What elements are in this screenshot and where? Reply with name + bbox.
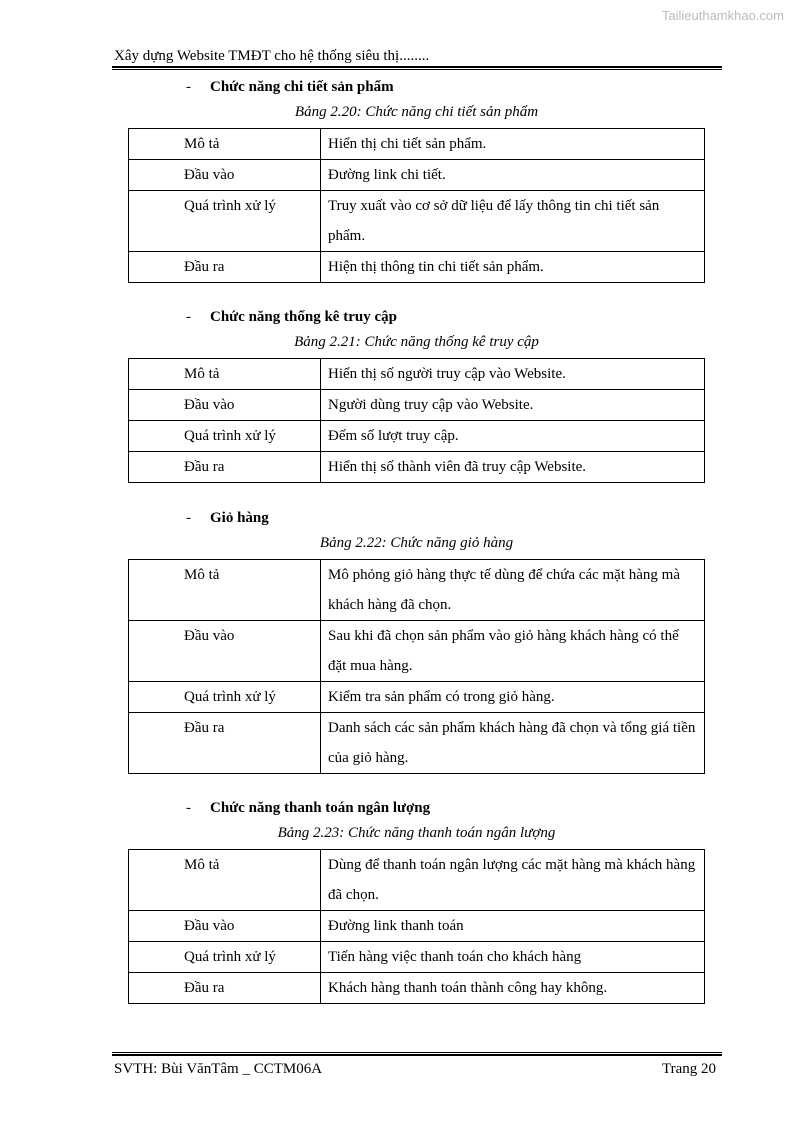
function-table <box>128 358 705 483</box>
row-label: Đầu ra <box>129 252 321 283</box>
footer-rule <box>112 1052 722 1056</box>
row-value: Hiển thị số người truy cập vào Website. <box>321 359 705 390</box>
table-row <box>129 160 705 191</box>
row-value: Đường link thanh toán <box>321 911 705 942</box>
row-label: Đầu vào <box>129 160 321 191</box>
header-rule <box>112 66 722 70</box>
table-row <box>129 850 705 911</box>
row-value: Hiện thị thông tin chi tiết sản phẩm. <box>321 252 705 283</box>
function-table <box>128 128 705 283</box>
row-value: Truy xuất vào cơ sở dữ liệu để lấy thông tin chi tiết sản phẩm. <box>321 191 705 252</box>
row-value: Danh sách các sản phẩm khách hàng đã chọn và tổng giá tiền của giỏ hàng. <box>321 713 705 774</box>
page-header: Xây dựng Website TMĐT cho hệ thống siêu thị........ <box>114 48 430 64</box>
row-label: Quá trình xử lý <box>129 942 321 973</box>
row-label: Mô tả <box>129 560 321 621</box>
section-heading <box>128 797 705 819</box>
table-row <box>129 942 705 973</box>
row-label: Đầu ra <box>129 713 321 774</box>
table-caption: Bảng 2.23: Chức năng thanh toán ngân lượng <box>277 825 556 841</box>
table-row <box>129 560 705 621</box>
bullet-dash: - <box>186 79 191 95</box>
row-label: Quá trình xử lý <box>129 421 321 452</box>
row-label: Đầu ra <box>129 452 321 483</box>
section-cart <box>128 507 705 774</box>
row-value: Tiến hàng việc thanh toán cho khách hàng <box>321 942 705 973</box>
table-row <box>129 452 705 483</box>
row-value: Đường link chi tiết. <box>321 160 705 191</box>
row-value: Khách hàng thanh toán thành công hay không. <box>321 973 705 1004</box>
section-heading <box>128 507 705 529</box>
row-value: Đếm số lượt truy cập. <box>321 421 705 452</box>
section-heading <box>128 306 705 328</box>
table-row <box>129 911 705 942</box>
row-value: Hiển thị chi tiết sản phẩm. <box>321 129 705 160</box>
section-heading-text: Giỏ hàng <box>210 510 269 526</box>
table-row <box>129 191 705 252</box>
section-payment <box>128 797 705 1004</box>
table-row <box>129 359 705 390</box>
row-label: Mô tả <box>129 129 321 160</box>
page-number: Trang 20 <box>661 1061 716 1077</box>
row-value: Người dùng truy cập vào Website. <box>321 390 705 421</box>
table-row <box>129 390 705 421</box>
section-heading-text: Chức năng chi tiết sản phẩm <box>210 79 394 95</box>
row-label: Đầu vào <box>129 621 321 682</box>
section-heading-text: Chức năng thống kê truy cập <box>210 309 397 325</box>
row-label: Quá trình xử lý <box>129 682 321 713</box>
section-heading <box>128 76 705 98</box>
row-label: Đầu vào <box>129 390 321 421</box>
row-label: Mô tả <box>129 359 321 390</box>
bullet-dash: - <box>186 510 191 526</box>
row-label: Đầu ra <box>129 973 321 1004</box>
table-caption: Bảng 2.20: Chức năng chi tiết sản phẩm <box>294 104 539 120</box>
row-value: Mô phỏng giỏ hàng thực tế dùng để chứa các mặt hàng mà khách hàng đã chọn. <box>321 560 705 621</box>
function-table <box>128 559 705 774</box>
section-heading-text: Chức năng thanh toán ngân lượng <box>210 800 431 816</box>
table-row <box>129 682 705 713</box>
row-label: Quá trình xử lý <box>129 191 321 252</box>
watermark: Tailieuthamkhao.com <box>661 8 784 23</box>
table-row <box>129 713 705 774</box>
table-caption: Bảng 2.21: Chức năng thống kê truy cập <box>294 334 539 350</box>
bullet-dash: - <box>186 309 191 325</box>
row-value: Dùng để thanh toán ngân lượng các mặt hàng mà khách hàng đã chọn. <box>321 850 705 911</box>
row-value: Kiểm tra sản phẩm có trong giỏ hàng. <box>321 682 705 713</box>
table-row <box>129 973 705 1004</box>
row-value: Hiển thị số thành viên đã truy cập Website. <box>321 452 705 483</box>
bullet-dash: - <box>186 800 191 816</box>
table-row <box>129 252 705 283</box>
table-row <box>129 421 705 452</box>
row-value: Sau khi đã chọn sản phẩm vào giỏ hàng khách hàng có thể đặt mua hàng. <box>321 621 705 682</box>
table-row <box>129 621 705 682</box>
table-row <box>129 129 705 160</box>
section-access-stats <box>128 306 705 483</box>
section-product-detail <box>128 76 705 283</box>
footer-author: SVTH: Bùi VănTâm _ CCTM06A <box>114 1061 323 1077</box>
function-table <box>128 849 705 1004</box>
table-caption: Bảng 2.22: Chức năng giỏ hàng <box>319 535 514 551</box>
row-label: Đầu vào <box>129 911 321 942</box>
row-label: Mô tả <box>129 850 321 911</box>
